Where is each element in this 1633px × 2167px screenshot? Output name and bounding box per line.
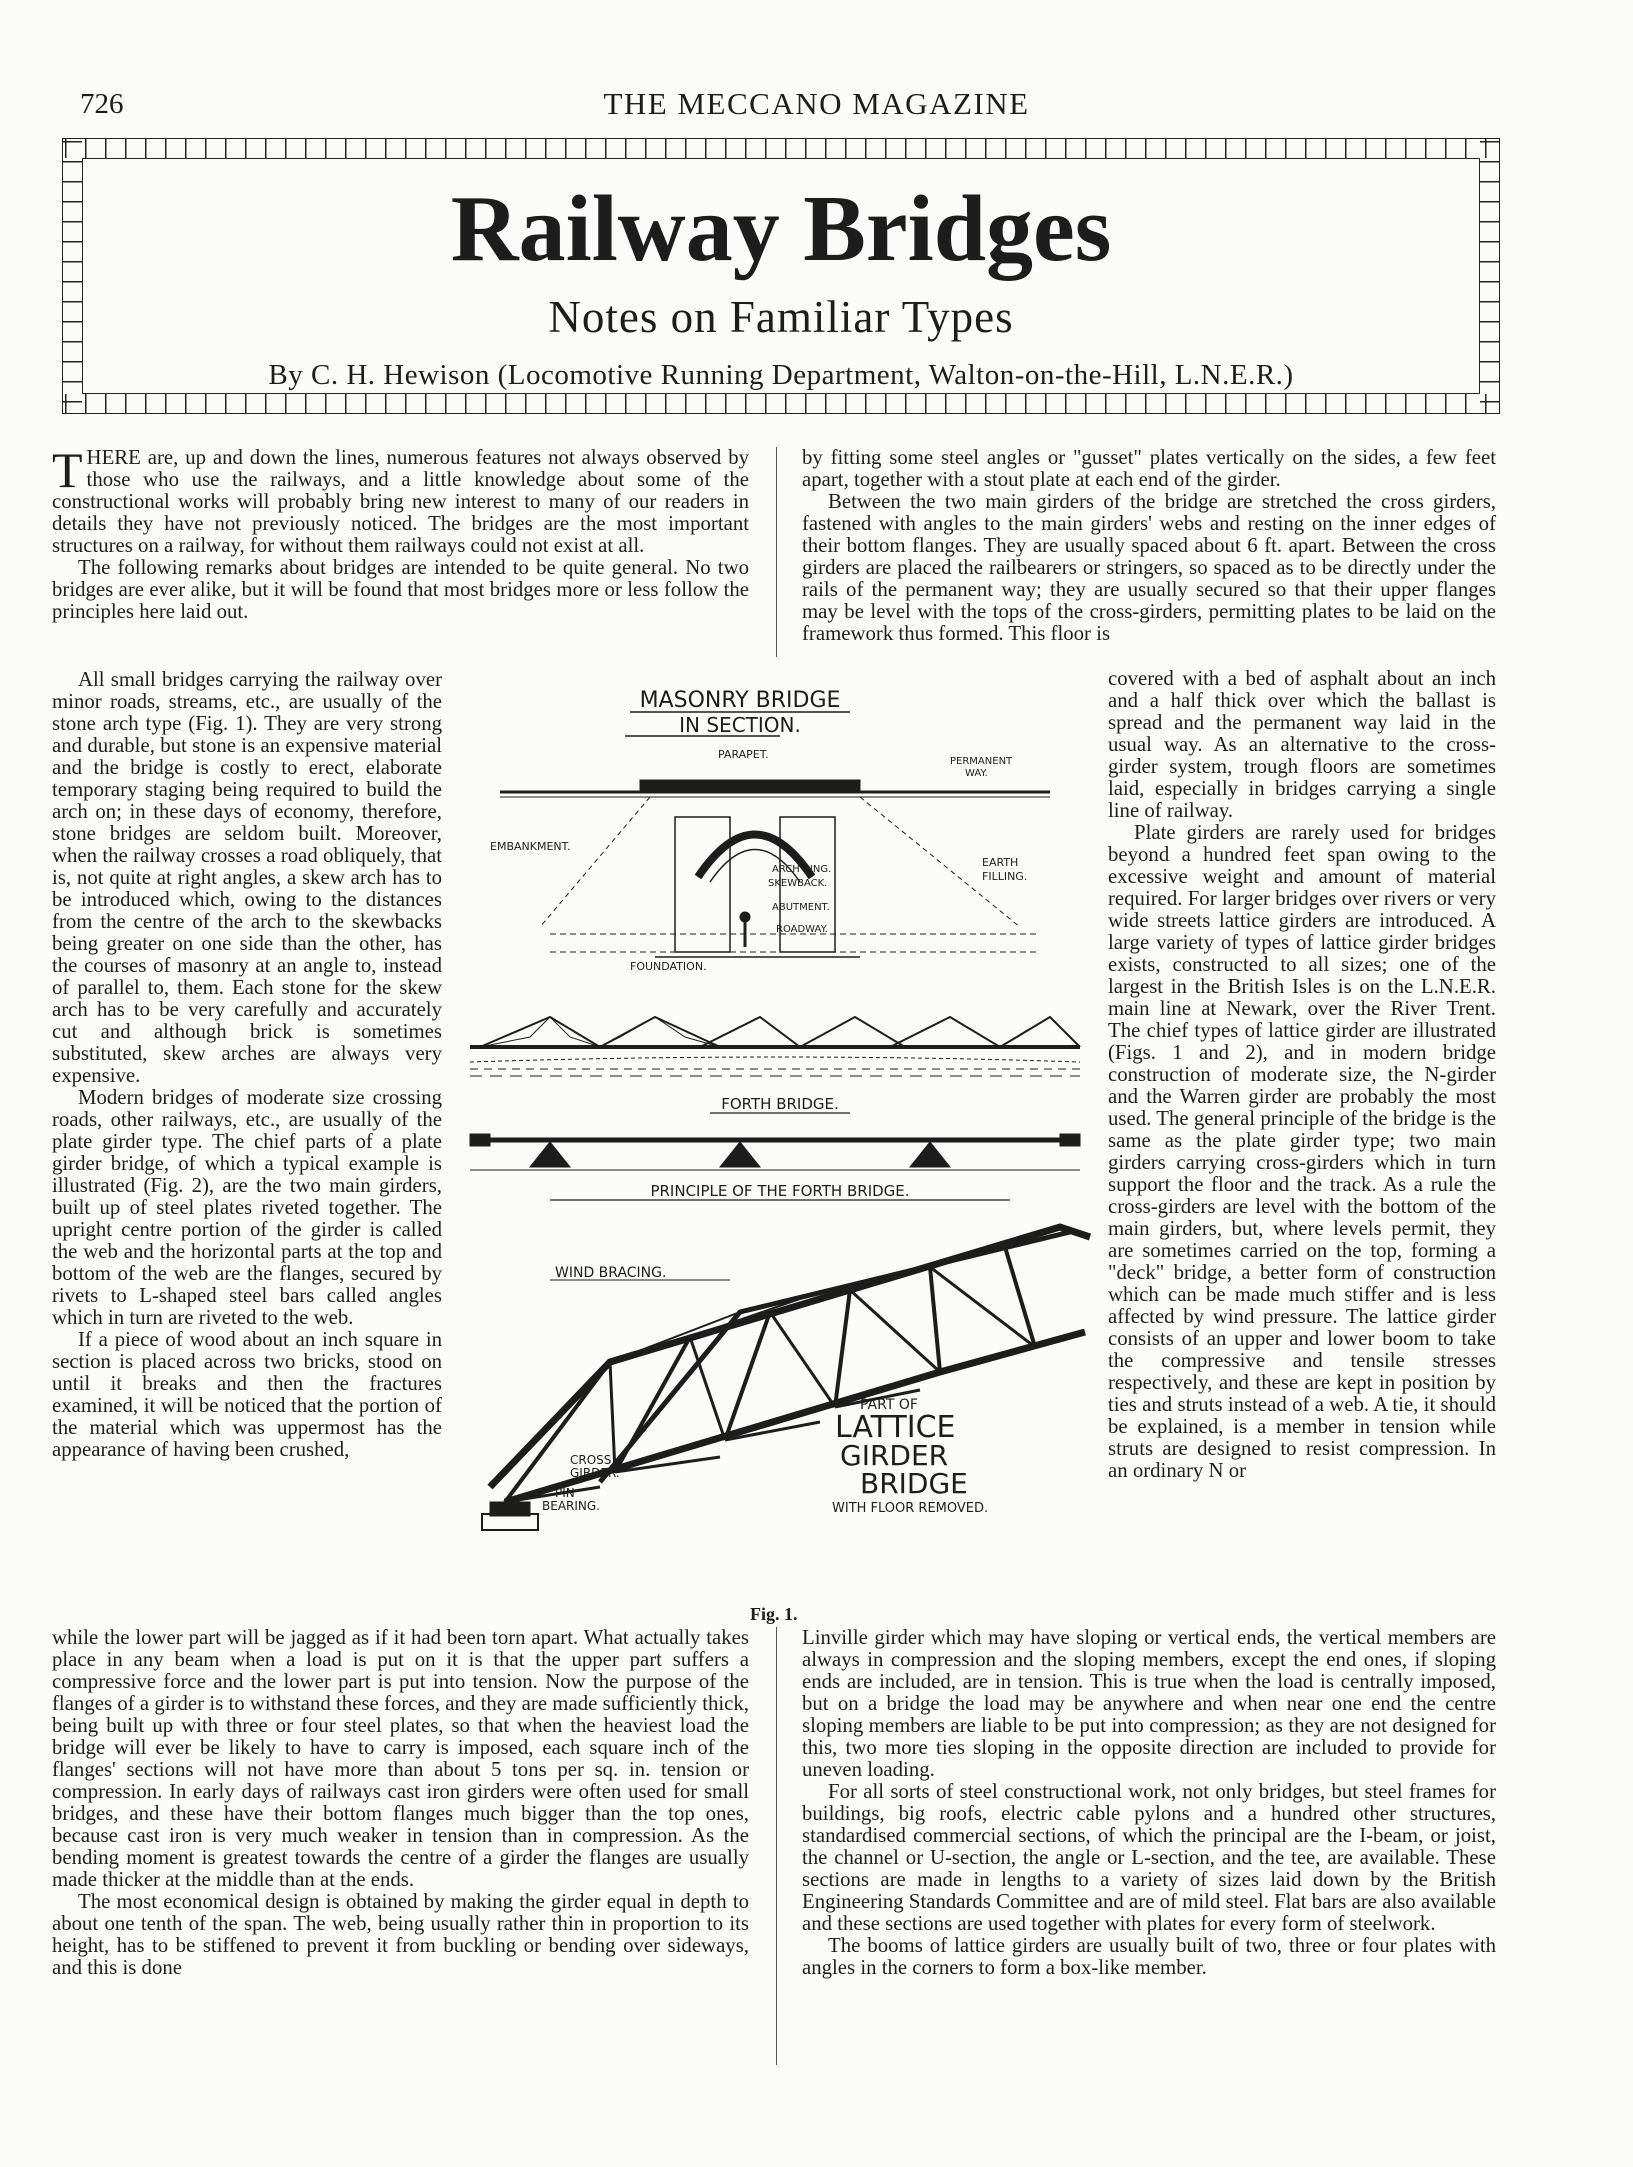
paragraph: while the lower part will be jagged as if it had been torn apart. What actually takes place in any beam when a load is put on it is that the upper part suffers a compressive force and the lower part is put into tension. Now the purpose of the flanges of a girder is to withstand these forces, and they are made sufficiently thick, being built up with three or four steel plates, so that when the heaviest load the bridge will ever be likely to have to carry is imposed, each square inch of the flanges' sections will not have more than about 5 tons per sq. in. tension or compression. In early days of railways cast iron girders were often used for small bridges, and these have their bottom flanges much bigger than the top ones, because cast iron is very much weaker in tension than in compression. As the bending moment is greatest towards the centre of a girder the flanges are usually made thicker at the middle than at the ends. (52, 1626, 749, 1891)
title-box (62, 138, 1500, 414)
label-parapet: PARAPET. (718, 748, 769, 761)
figure-caption: Fig. 1. (750, 1604, 798, 1624)
label-permanent-way-1: PERMANENT (950, 756, 1013, 767)
paragraph: covered with a bed of asphalt about an inch and a half thick over which the ballast is spread and the permanent way laid in the usual way. As an alternative to the cross-girder system, trough floors are sometimes laid, especially in bridges carrying a single line of railway. (1108, 667, 1496, 822)
label-skewback: SKEWBACK. (768, 878, 828, 889)
page-number: 726 (80, 88, 124, 120)
label-girder-small: GIRDER. (570, 1466, 620, 1480)
label-girder: GIRDER (840, 1439, 949, 1472)
paragraph: The most economical design is obtained by making the girder equal in depth to about one tenth of the span. The web, being usually rather thin in proportion to its height, has to be stiffened to prevent it from buckling or bending over sideways, and this is done (52, 1890, 749, 1979)
paragraph: by fitting some steel angles or "gusset" plates vertically on the sides, a few feet apart, together with a stout plate at each end of the girder. (802, 446, 1496, 491)
forth-bridge-drawing (470, 1017, 1080, 1200)
left-column-middle (52, 669, 442, 1461)
label-earth: EARTH (982, 856, 1019, 869)
right-column-top (802, 447, 1496, 645)
article-title: Railway Bridges (450, 177, 1112, 281)
label-bearing: BEARING. (542, 1499, 600, 1513)
column-rule (776, 1627, 777, 2065)
label-permanent-way-2: WAY. (965, 768, 988, 779)
left-column-top (52, 442, 749, 623)
article-subtitle: Notes on Familiar Types (548, 292, 1014, 342)
masonry-bridge-drawing (490, 688, 1050, 973)
paragraph: If a piece of wood about an inch square in section is placed across two bricks, stood on until it breaks and then the fractures examined, it will be noticed that the portion of the material which was uppermost has the appearance of having been crushed, (52, 1328, 442, 1461)
label-bridge: BRIDGE (860, 1467, 968, 1500)
label-abutment: ABUTMENT. (772, 902, 830, 913)
label-floor-removed: WITH FLOOR REMOVED. (832, 1501, 989, 1516)
paragraph: Plate girders are rarely used for bridges beyond a hundred feet span owing to the excessive weight and amount of material required. For larger bridges over rivers or very wide streets lattice girders are introduced. A large variety of types of lattice girder bridges exists, constructed to all sizes; one of the largest in the British Isles is on the L.N.E.R. main line at Newark, over the River Trent. The chief types of lattice girder are illustrated (Figs. 1 and 2), and in modern bridge construction of moderate size, the N-girder and the Warren girder are probably the most used. The general principle of the bridge is the same as the plate girder type; two main girders carrying cross-girders which in turn support the floor and the track. As a rule the cross-girders are level with the bottom of the main girders, but, where levels permit, they are sometimes carried on the top, forming a "deck" bridge, a better form of construction which can be made much stiffer and is less affected by wind pressure. The lattice girder consists of an upper and lower boom to take the compressive and tensile stresses respectively, and these are kept in position by ties and struts instead of a web. A tie, it should be explained, is a member in tension while struts are designed to resist compression. In an ordinary N or (1108, 821, 1496, 1482)
article-byline: By C. H. Hewison (Locomotive Running Department, Walton-on-the-Hill, L.N.E.R.) (268, 359, 1294, 391)
paragraph: For all sorts of steel constructional work, not only bridges, but steel frames for buildings, big roofs, electric cable pylons and a hundred other structures, standardised commercial sections, of which the principal are the I-beam, or joist, the channel or U-section, the angle or L-section, and the tee, are available. These sections are made in lengths to a variety of sizes laid down by the British Engineering Standards Committee and are of mild steel. Flat bars are also available and these sections are used together with plates for every form of steelwork. (802, 1780, 1496, 1935)
label-wind-bracing: WIND BRACING. (555, 1265, 667, 1281)
label-filling: FILLING. (982, 870, 1028, 883)
forth-title: FORTH BRIDGE. (721, 1095, 839, 1113)
paragraph: Linville girder which may have sloping or vertical ends, the vertical members are always in compression and the sloping members, except the end ones, if sloping ends are included, are in tension. This is true when the load is centrally imposed, but on a bridge the load may be anywhere and when near one end the centre sloping members are liable to be put into compression; as they are not designed for this, two more ties sloping in the opposite direction are included to provide for uneven loading. (802, 1626, 1496, 1781)
paragraph: Modern bridges of moderate size crossing roads, other railways, etc., are usually of the plate girder type. The chief parts of a plate girder bridge, of which a typical example is illustrated (Fig. 2), are the two main girders, built up of steel plates riveted together. The upright centre portion of the girder is called the web and the horizontal parts at the top and bottom of the web are the flanges, secured by rivets to L-shaped steel bars called angles which in turn are riveted to the web. (52, 1086, 442, 1329)
label-pin: PIN (555, 1486, 575, 1500)
label-part-of: PART OF (860, 1397, 918, 1413)
title-inner-frame (82, 158, 1480, 394)
label-roadway: ROADWAY. (776, 924, 828, 935)
drop-cap: T (52, 442, 83, 498)
label-cross: CROSS (570, 1453, 612, 1467)
forth-principle: PRINCIPLE OF THE FORTH BRIDGE. (650, 1182, 910, 1200)
paragraph: The booms of lattice girders are usually built of two, three or four plates with angles in the corners to form a box-like member. (802, 1934, 1496, 1979)
left-column-bottom (52, 1627, 749, 1979)
figure-1 (460, 672, 1100, 1622)
paragraph: Between the two main girders of the bridge are stretched the cross girders, fastened with angles to the main girders' webs and resting on the inner edges of their bottom flanges. They are usually spaced about 6 ft. apart. Between the cross girders are placed the railbearers or stringers, so spaced as to be directly under the rails of the permanent way; they are usually secured so that their upper flanges may be level with the tops of the cross-girders, permitting plates to be laid on the framework thus formed. This floor is (802, 490, 1496, 645)
right-column-middle (1108, 668, 1496, 1482)
column-rule (776, 447, 777, 657)
bridge-illustrations (460, 672, 1100, 1622)
paragraph: All small bridges carrying the railway over minor roads, streams, etc., are usually of the stone arch type (Fig. 1). They are very strong and durable, but stone is an expensive material and the bridge is costly to erect, elaborate temporary staging being required to build the arch on; in these days of economy, therefore, stone bridges are seldom built. Moreover, when the railway crosses a road obliquely, that is, not quite at right angles, a skew arch has to be introduced which, owing to the distances from the centre of the arch to the skewbacks being greater on one side than the other, has the courses of masonry at an angle to, instead of parallel to, them. Each stone for the skew arch has to be very carefully and accurately cut and although brick is sometimes substituted, skew arches are always very expensive. (52, 668, 442, 1087)
paragraph-text: HERE are, up and down the lines, numerous features not always observed by those who use the railways, and a little knowledge about some of the constructional works will probably bring new interest to many of our readers in details they have not previously noticed. The bridges are the most important structures on a railway, for without them railways could not exist at all. (52, 446, 749, 557)
paragraph: The following remarks about bridges are intended to be quite general. No two bridges are ever alike, but it will be found that most bridges more or less follow the principles here laid out. (52, 556, 749, 623)
running-head: THE MECCANO MAGAZINE (603, 86, 1030, 121)
label-foundation: FOUNDATION. (630, 960, 707, 973)
label-embankment: EMBANKMENT. (490, 840, 571, 853)
label-lattice: LATTICE (835, 1410, 956, 1445)
masonry-title-2: IN SECTION. (679, 713, 801, 737)
label-arch-ring: ARCH RING. (772, 864, 832, 875)
right-column-bottom (802, 1627, 1496, 1979)
masonry-title-1: MASONRY BRIDGE (639, 688, 841, 713)
lattice-girder-drawing (482, 1227, 1090, 1530)
paragraph (52, 442, 749, 557)
